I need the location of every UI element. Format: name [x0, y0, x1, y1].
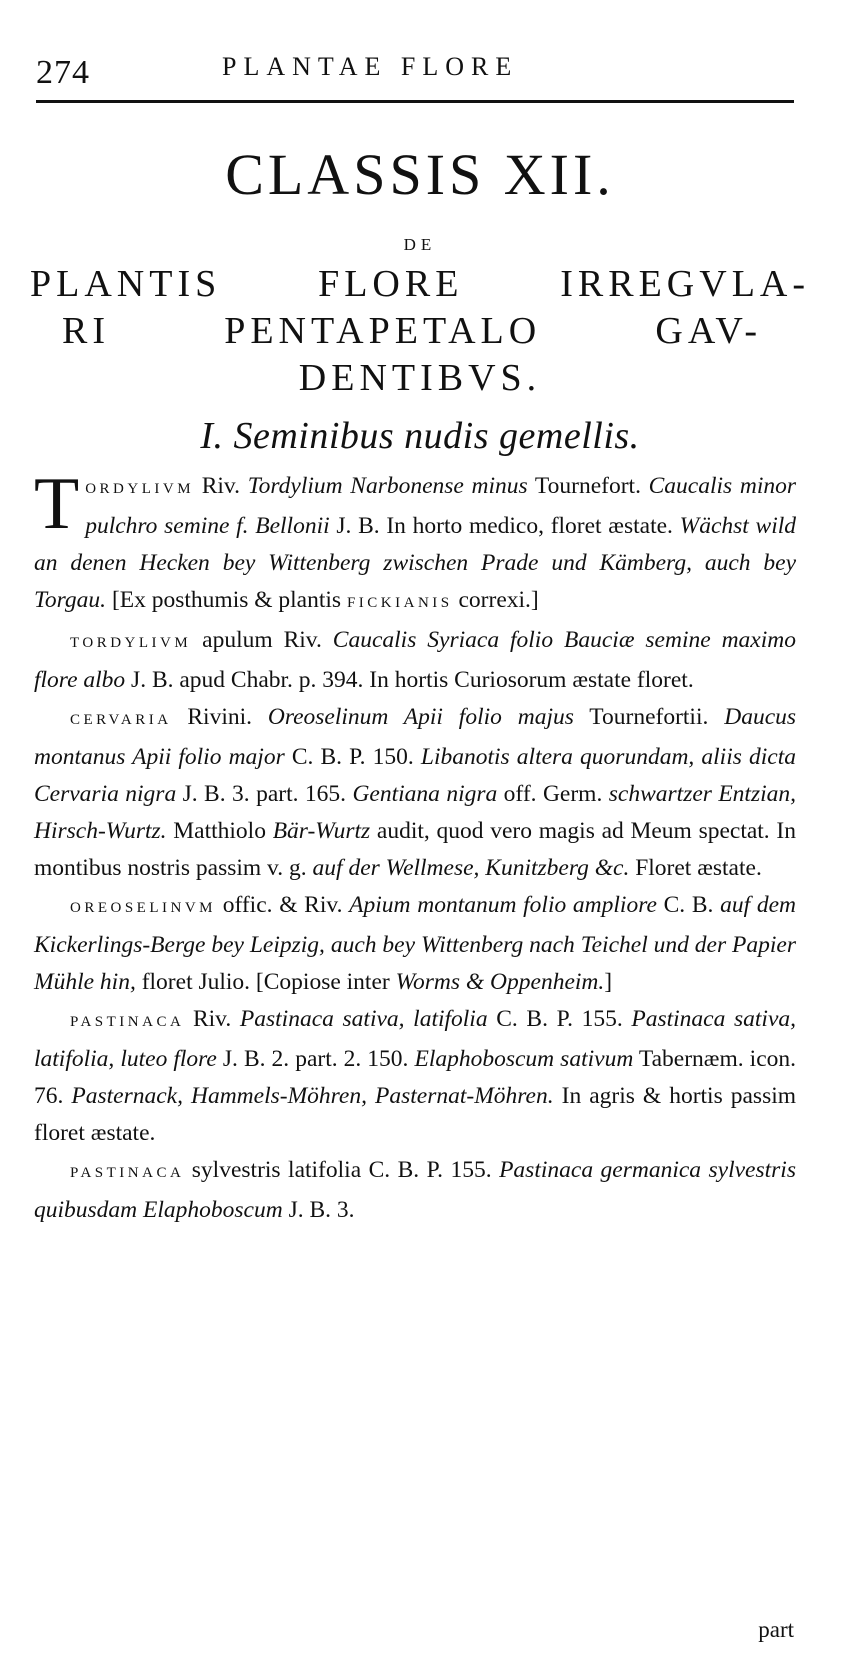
entry-paragraph [34, 699, 796, 887]
italic-text: Gentiana nigra [352, 781, 498, 807]
page-header [36, 46, 796, 96]
roman-text: off. Germ. [497, 781, 609, 807]
class-heading: CLASSIS XII. [225, 142, 615, 207]
roman-text: J. B. apud Chabr. p. 394. In hortis Curiosorum æstate floret. [125, 667, 694, 693]
small-caps-text: FICKIANIS [346, 595, 453, 611]
roman-text: Tabernæm. icon. 76. [34, 1046, 797, 1109]
italic-text: Elaphoboscum sativum [414, 1046, 634, 1072]
roman-text: apulum Riv. [191, 627, 333, 653]
entries-text [34, 463, 797, 1229]
italic-text: Pastinaca germanica sylvestris quibusdam Elaphoboscum [34, 1157, 796, 1223]
roman-text: J. B. 2. part. 2. 150. [216, 1046, 415, 1072]
running-title: PLANTAE FLORE [222, 52, 519, 81]
italic-text: Bär-Wurtz [272, 818, 371, 844]
roman-text: floret Julio. [Copiose inter [135, 969, 396, 995]
entry-genus-name: PASTINACA [70, 1165, 185, 1181]
roman-text: audit, quod vero magis ad Meum spectat. In montibus nostris passim v. g. [34, 818, 796, 881]
drop-cap: T [34, 463, 80, 545]
italic-text: auf dem Kickerlings-Berge bey Leipzig, auch bey Wittenberg nach Teichel und der Papier Mühle hin, [34, 892, 796, 995]
roman-text: Tournefortii. [573, 704, 725, 730]
roman-text: sylvestris latifolia C. B. P. 155. [184, 1157, 500, 1183]
italic-text: Tordylium Narbonense minus [247, 473, 528, 499]
roman-text: Floret æstate. [629, 855, 762, 881]
roman-text: ] [604, 969, 613, 995]
entry-paragraph [34, 1001, 796, 1152]
italic-text: schwartzer Entzian, Hirsch-Wurtz. [34, 781, 797, 844]
italic-text: Pastinaca sativa, latifolia [239, 1006, 488, 1032]
roman-text: Rivini. [171, 704, 268, 730]
italic-text: Apium montanum folio ampliore [349, 892, 657, 918]
italic-text: Worms & Oppenheim. [395, 969, 605, 995]
roman-text: Matthiolo [166, 818, 273, 844]
title-line-3: DENTIBVS. [298, 357, 542, 399]
italic-text: Wächst wild an denen Hecken bey Wittenberg zwischen Prade und Kämberg, auch bey Torgau. [34, 513, 796, 613]
roman-text: correxi.] [452, 587, 539, 613]
italic-text: Caucalis Syriaca folio Bauciæ semine maximo flore albo [34, 627, 796, 693]
roman-text: C. B. P. 150. [284, 744, 421, 770]
roman-text: C. B. [656, 892, 721, 918]
italic-text: Pastinaca sativa, latifolia, luteo flore [34, 1006, 796, 1072]
roman-text: J. B. In horto medico, floret æstate. [329, 513, 680, 539]
entry-genus-name: CERVARIA [70, 712, 172, 728]
roman-text: Riv. [194, 473, 248, 499]
header-rule [36, 100, 794, 103]
title-line-1: PLANTIS FLORE IRREGVLA- [30, 263, 810, 305]
italic-text: Daucus montanus Apii folio major [34, 704, 797, 770]
roman-text: C. B. P. 155. [487, 1006, 632, 1032]
title-line-2: RI PENTAPETALO GAV- [62, 310, 762, 352]
italic-text: Caucalis minor pulchro semine f. Bellonii [85, 473, 796, 539]
entry-genus-name: TORDYLIVM [70, 635, 192, 651]
entry-paragraph [34, 1152, 796, 1229]
roman-text: Tournefort. [527, 473, 649, 499]
catchword: part [758, 1617, 794, 1642]
entry-paragraph [34, 887, 796, 1001]
entry-genus-name: PASTINACA [70, 1014, 185, 1030]
entry-paragraph [34, 622, 796, 699]
roman-text: In agris & hortis passim floret æstate. [34, 1083, 797, 1146]
roman-text: J. B. 3. part. 165. [176, 781, 353, 807]
page-number: 274 [36, 54, 90, 91]
italic-text: Oreoselinum Apii folio majus [267, 704, 574, 730]
entry-paragraph [34, 463, 796, 622]
roman-text: [Ex posthumis & plantis [106, 587, 347, 613]
section-heading: I. Seminibus nudis gemellis. [200, 415, 640, 457]
italic-text: auf der Wellmese, Kunitzberg &c. [312, 855, 630, 881]
italic-text: Libanotis altera quorundam, aliis dicta Cervaria nigra [34, 744, 796, 807]
roman-text: Riv. [184, 1006, 240, 1032]
roman-text: offic. & Riv. [216, 892, 350, 918]
de-line: DE [403, 235, 437, 254]
entry-genus-name: ORDYLIVM [85, 481, 195, 497]
italic-text: Pasternack, Hammels-Möhren, Pasternat-Möhren. [71, 1083, 554, 1109]
roman-text: J. B. 3. [282, 1197, 355, 1223]
entry-genus-name: OREOSELINVM [70, 900, 216, 916]
